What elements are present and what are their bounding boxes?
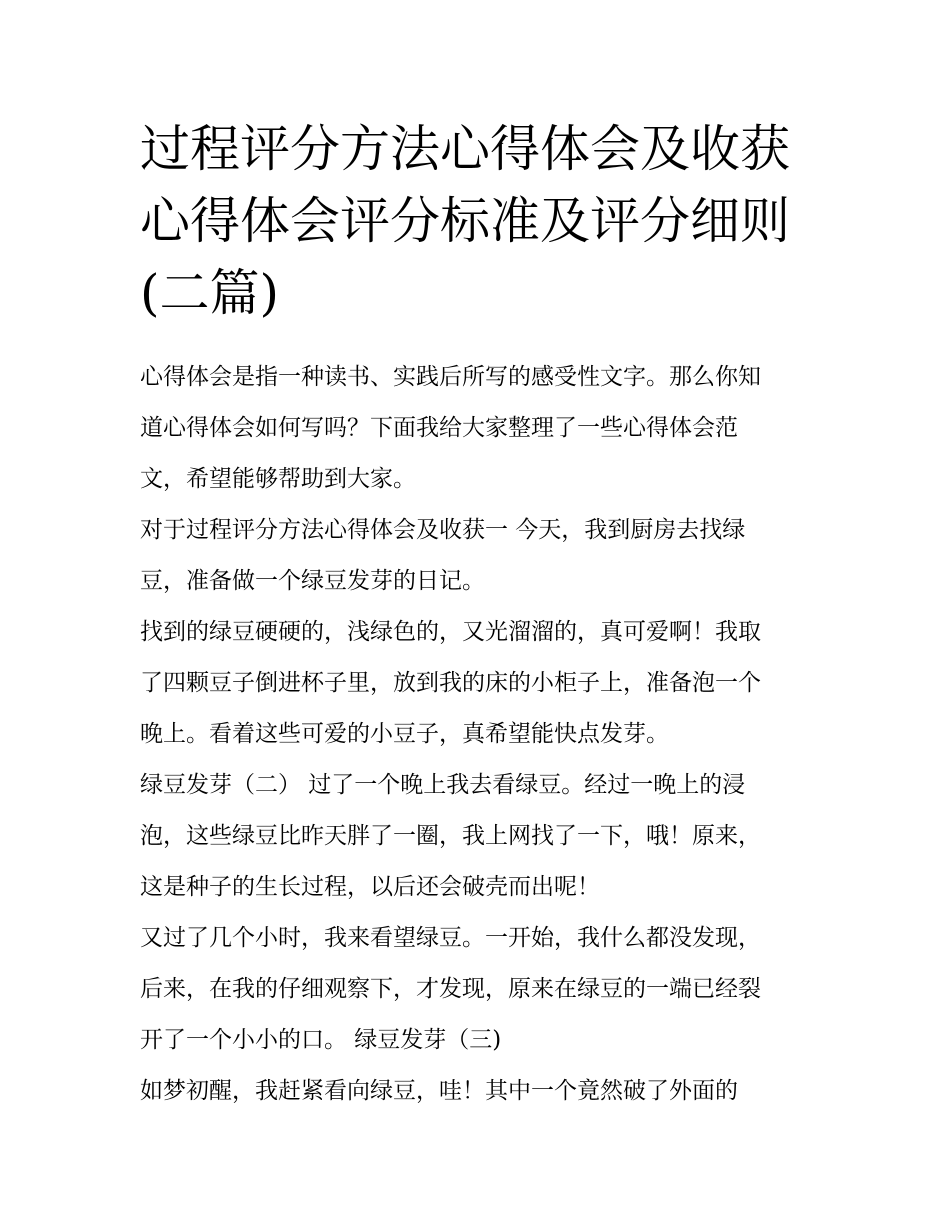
body-line: 了四颗豆子倒进杯子里，放到我的床的小柜子上，准备泡一个: [140, 670, 761, 696]
body-line: 又过了几个小时，我来看望绿豆。一开始，我什么都没发现，: [140, 925, 761, 951]
document-body: [140, 352, 830, 1117]
title-line: 心得体会评分标准及评分细则: [140, 192, 790, 250]
body-line: 如梦初醒，我赶紧看向绿豆，哇！其中一个竟然破了外面的: [140, 1078, 738, 1104]
body-line: 绿豆发芽（二） 过了一个晚上我去看绿豆。经过一晚上的浸: [140, 772, 746, 798]
body-line: 找到的绿豆硬硬的，浅绿色的，又光溜溜的，真可爱啊！我取: [140, 619, 761, 645]
title-line: (二篇): [140, 264, 280, 322]
body-line: 对于过程评分方法心得体会及收获一 今天，我到厨房去找绿: [140, 517, 746, 543]
body-line: 心得体会是指一种读书、实践后所写的感受性文字。那么你知: [140, 364, 761, 390]
document-title: [140, 113, 830, 329]
body-line: 泡，这些绿豆比昨天胖了一圈，我上网找了一下，哦！原来，: [140, 823, 761, 849]
body-line: 这是种子的生长过程，以后还会破壳而出呢！: [140, 874, 600, 900]
body-line: 晚上。看着这些可爱的小豆子，真希望能快点发芽。: [140, 721, 669, 747]
body-line: 后来，在我的仔细观察下，才发现，原来在绿豆的一端已经裂: [140, 976, 761, 1002]
title-line: 过程评分方法心得体会及收获: [140, 120, 790, 178]
body-line: 豆，准备做一个绿豆发芽的日记。: [140, 568, 485, 594]
body-line: 文，希望能够帮助到大家。: [140, 466, 416, 492]
body-line: 开了一个小小的口。 绿豆发芽（三): [140, 1027, 502, 1053]
body-line: 道心得体会如何写吗？下面我给大家整理了一些心得体会范: [140, 415, 738, 441]
